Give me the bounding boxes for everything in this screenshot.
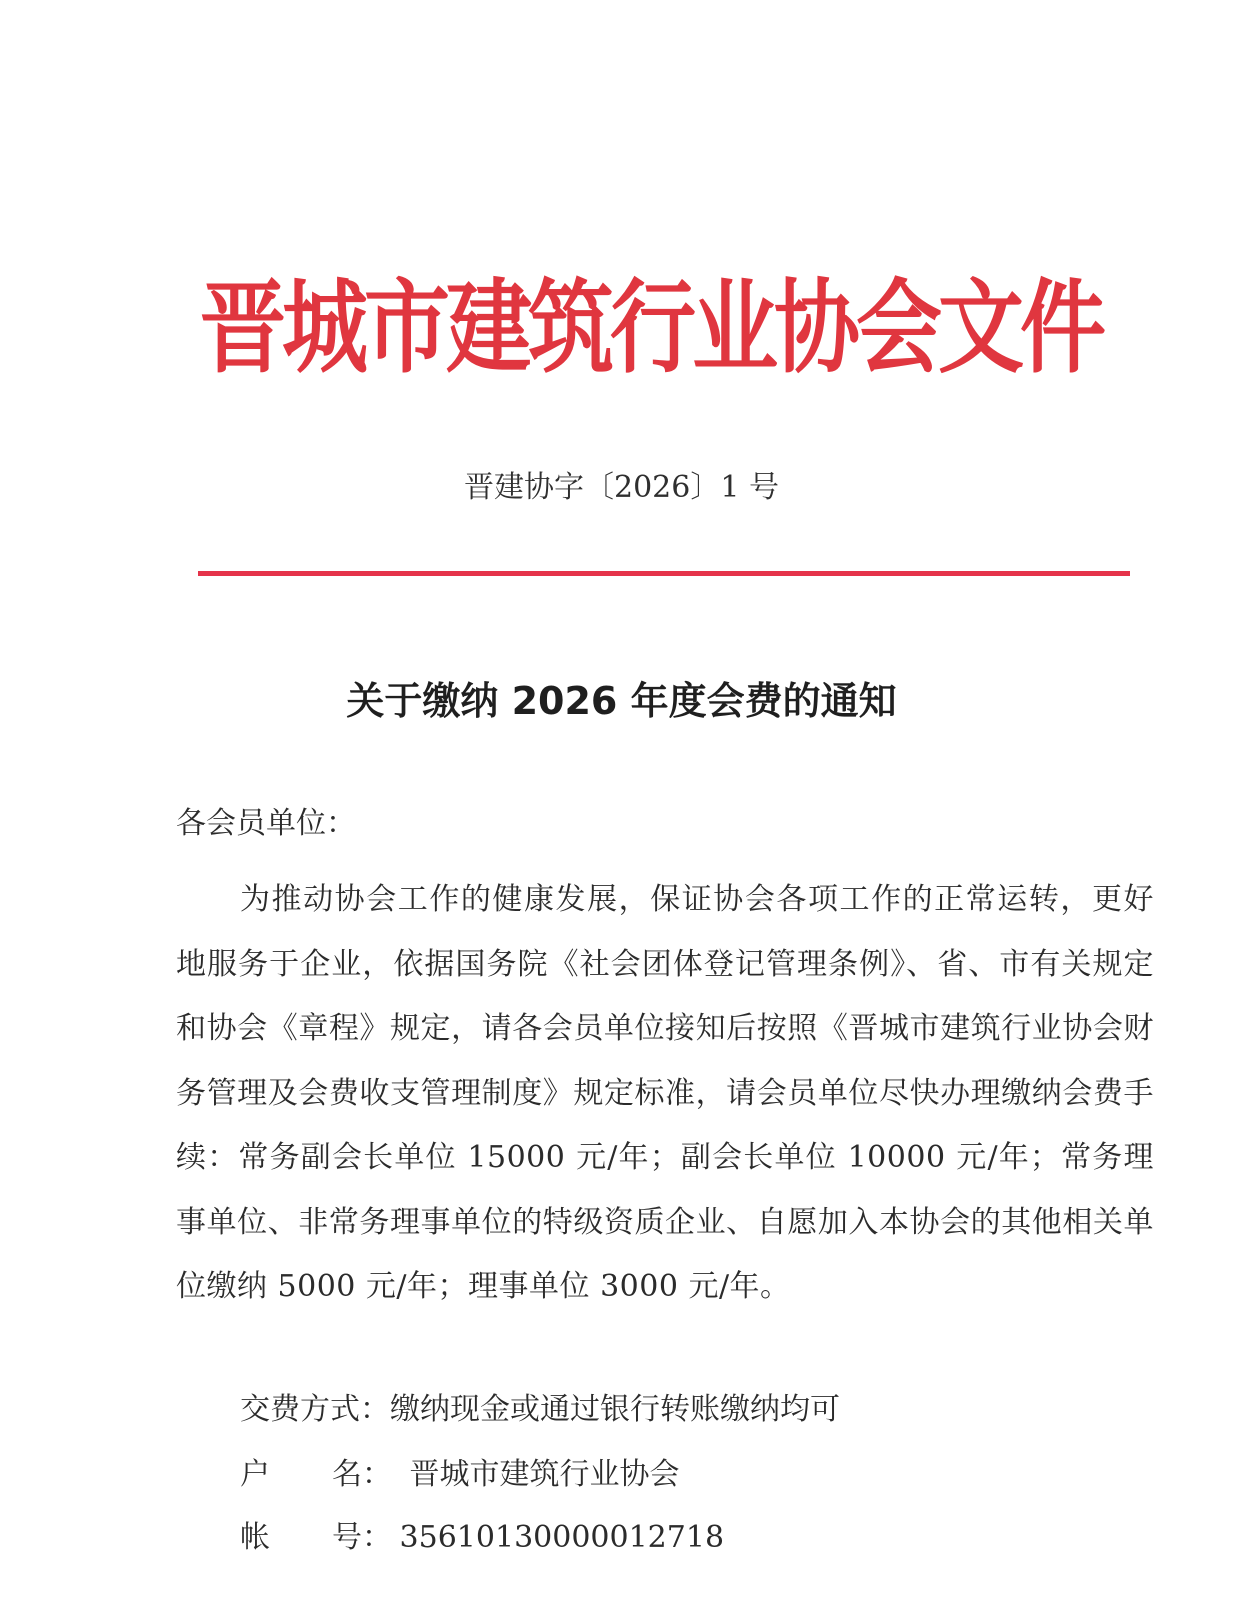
masthead-title: 晋城市建筑行业协会文件 bbox=[200, 269, 1102, 388]
account-number-value: 35610130000012718 bbox=[399, 1520, 725, 1555]
salutation: 各会员单位： bbox=[176, 806, 356, 841]
notice-body-paragraph: 为推动协会工作的健康发展，保证协会各项工作的正常运转，更好地服务于企业，依据国务院《社会团体登记管理条例》、省、市有关规定和协会《章程》规定，请各会员单位接知后按照《晋城市建筑行业协会财务管理及会费收支管理制度》规定标准，请会员单位尽快办理缴纳会费手续：常务副会长单位 15000 元/年；副会长单位 10000 元/年；常务理事单位、非常务理事单位的特级资质企业、自愿加入本协会的其他相关单位缴纳 5000 元/年；理事单位 3000 元/年。 bbox=[176, 882, 1154, 1304]
account-number-label bbox=[240, 1518, 392, 1558]
account-number-label-char1: 帐 bbox=[240, 1520, 270, 1555]
payment-method-value: 缴纳现金或通过银行转账缴纳均可 bbox=[390, 1392, 840, 1427]
account-name-line bbox=[240, 1455, 680, 1495]
payment-method-line bbox=[240, 1390, 840, 1430]
document-number: 晋建协字〔2026〕1 号 bbox=[464, 470, 779, 505]
account-name-label bbox=[240, 1455, 392, 1495]
account-number-line bbox=[240, 1518, 724, 1558]
notice-title: 关于缴纳 2026 年度会费的通知 bbox=[346, 679, 897, 723]
account-name-value: 晋城市建筑行业协会 bbox=[409, 1457, 680, 1492]
account-number-label-char2: 号： bbox=[332, 1520, 392, 1555]
account-name-label-char1: 户 bbox=[240, 1457, 270, 1492]
payment-method-label: 交费方式： bbox=[240, 1392, 390, 1427]
account-name-label-char2: 名： bbox=[332, 1457, 392, 1492]
red-divider-line bbox=[198, 571, 1130, 576]
